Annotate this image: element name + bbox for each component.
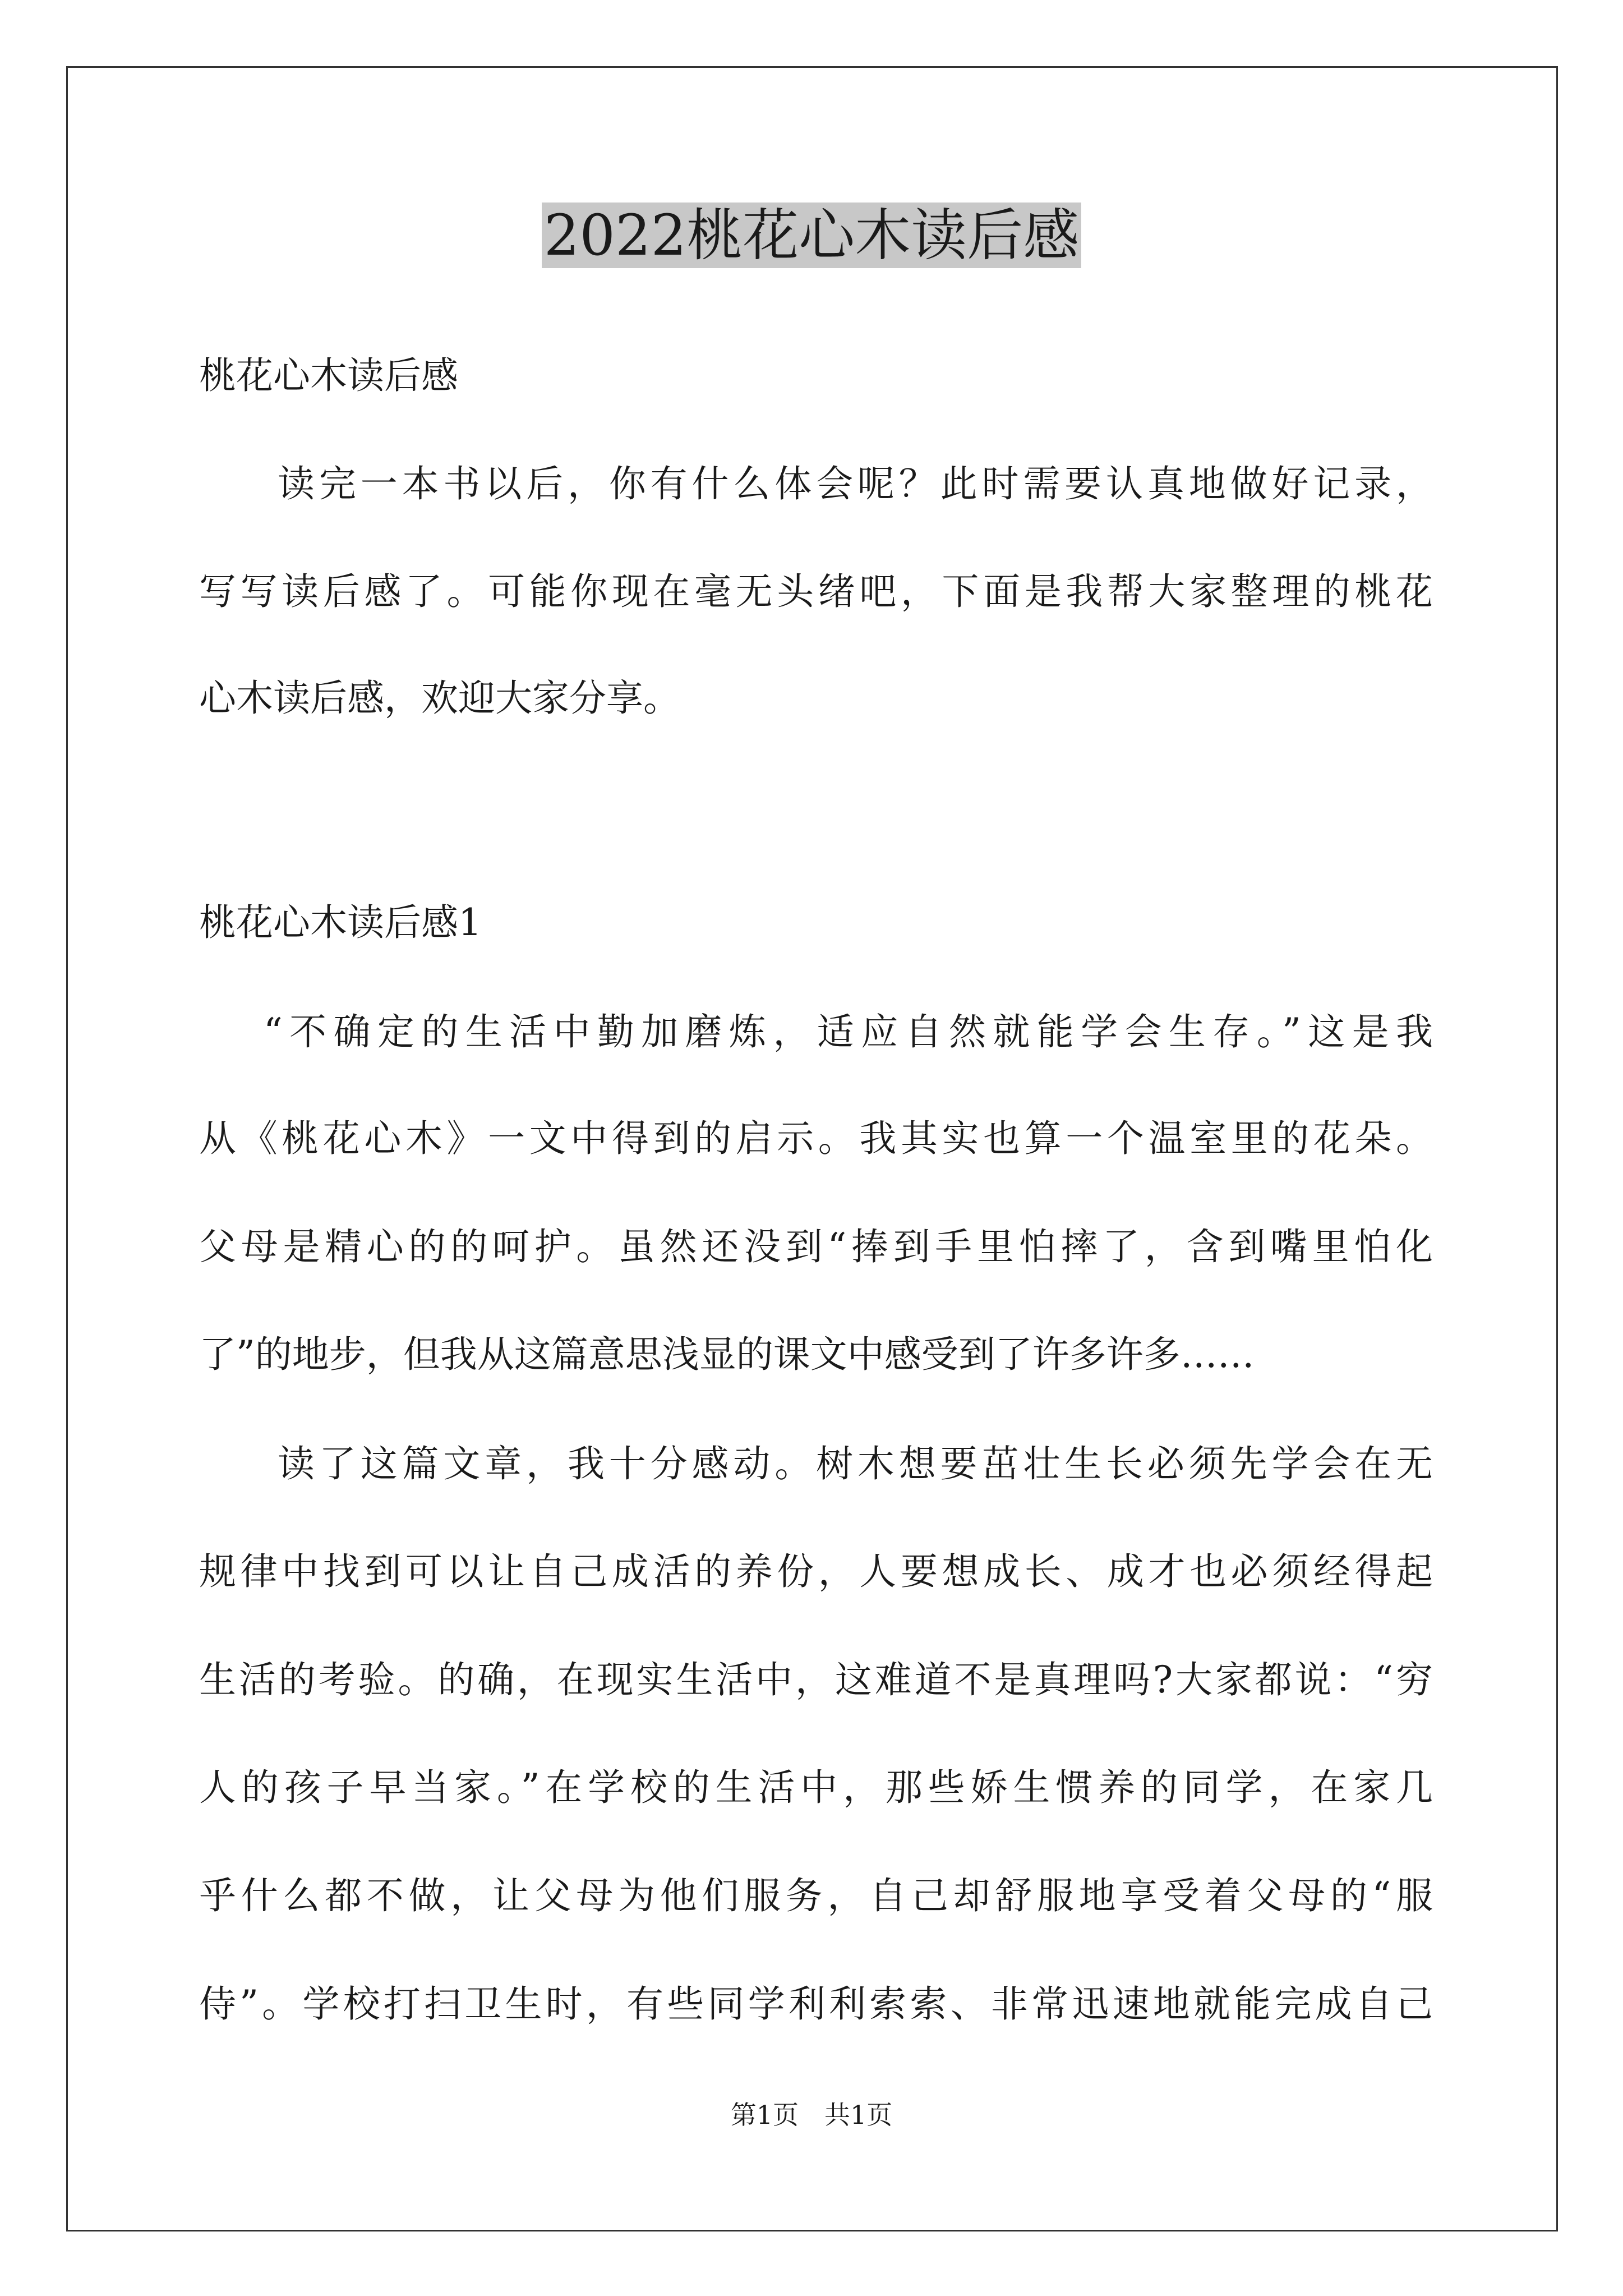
para2-line-5: 乎什么都不做，让父母为他们服务，自己却舒服地享受着父母的“服	[199, 1874, 1433, 1917]
para1-line-1: “不确定的生活中勤加磨炼，适应自然就能学会生存。”这是我	[264, 1010, 1433, 1053]
para1-line-3: 父母是精心的的呵护。虽然还没到“捧到手里怕摔了，含到嘴里怕化	[199, 1225, 1433, 1268]
intro-line-2: 写写读后感了。可能你现在毫无头绪吧，下面是我帮大家整理的桃花	[199, 570, 1433, 613]
para2-line-2: 规律中找到可以让自己成活的养份，人要想成长、成才也必须经得起	[199, 1550, 1433, 1593]
para1-line-2: 从《桃花心木》一文中得到的启示。我其实也算一个温室里的花朵。	[199, 1117, 1433, 1160]
section-heading: 桃花心木读后感1	[199, 901, 482, 944]
subtitle: 桃花心木读后感	[199, 354, 458, 397]
para2-line-1: 读了这篇文章，我十分感动。树木想要茁壮生长必须先学会在无	[278, 1442, 1433, 1485]
para2-line-3: 生活的考验。的确，在现实生活中，这难道不是真理吗?大家都说：“穷	[199, 1658, 1433, 1701]
document-title: 2022桃花心木读后感	[0, 199, 1623, 272]
para1-line-4: 了”的地步，但我从这篇意思浅显的课文中感受到了许多许多……	[199, 1333, 1255, 1376]
para2-line-6: 侍”。学校打扫卫生时，有些同学利利索索、非常迅速地就能完成自己	[199, 1982, 1433, 2026]
intro-line-3: 心木读后感，欢迎大家分享。	[199, 677, 680, 720]
page-footer: 第1页 共1页	[730, 2100, 893, 2130]
intro-line-1: 读完一本书以后，你有什么体会呢？此时需要认真地做好记录，	[278, 462, 1433, 505]
para2-line-4: 人的孩子早当家。”在学校的生活中，那些娇生惯养的同学，在家几	[199, 1766, 1433, 1809]
